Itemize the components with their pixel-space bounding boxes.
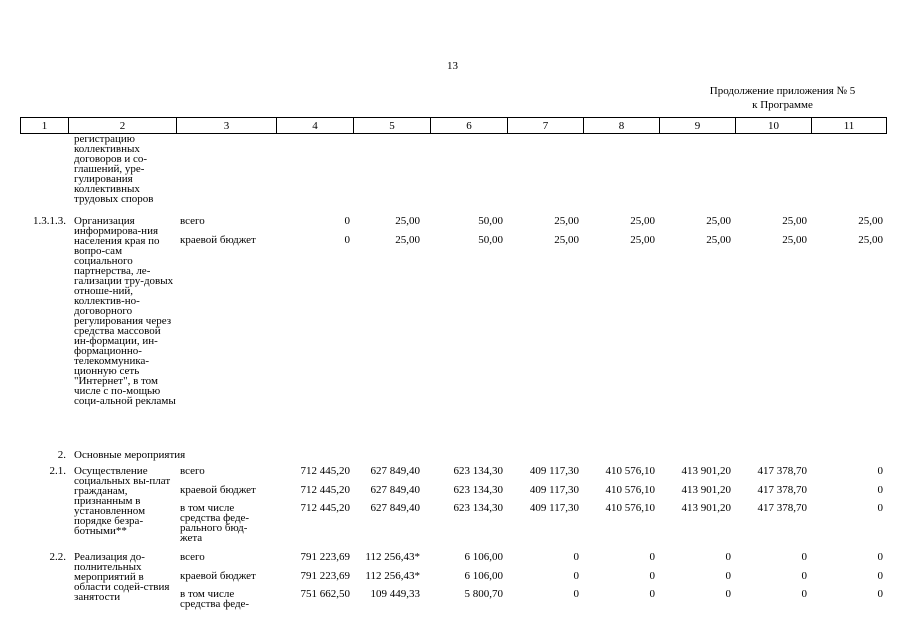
row-21-total-c11: 0 bbox=[877, 465, 883, 477]
row-1313-label-regional: краевой бюджет bbox=[180, 234, 256, 246]
header-col-11: 11 bbox=[812, 118, 887, 134]
row-22-federal-c11: 0 bbox=[877, 588, 883, 600]
row-1313-total-c8: 25,00 bbox=[630, 215, 655, 227]
header-col-9: 9 bbox=[660, 118, 736, 134]
header-row bbox=[21, 118, 887, 134]
row-1313-regional-c5: 25,00 bbox=[395, 234, 420, 246]
row-2-number: 2. bbox=[57, 449, 66, 461]
column-header-table bbox=[20, 117, 887, 134]
row-22-total-c6: 6 106,00 bbox=[464, 551, 503, 563]
row-21-label-regional: краевой бюджет bbox=[180, 484, 256, 496]
row-22-total-c5: 112 256,43* bbox=[365, 551, 420, 563]
row-22-regional-c11: 0 bbox=[877, 570, 883, 582]
row-2-desc: Основные мероприятия bbox=[74, 449, 186, 461]
row-1313-regional-c11: 25,00 bbox=[858, 234, 883, 246]
row-22-regional-c6: 6 106,00 bbox=[464, 570, 503, 582]
row-22-total-c9: 0 bbox=[725, 551, 731, 563]
row-21-regional-c11: 0 bbox=[877, 484, 883, 496]
row-21-desc: Осуществление социальных вы-плат гражданам, признанным в установленном порядке безра-ботными** bbox=[74, 465, 171, 537]
row-22-label-total: всего bbox=[180, 551, 205, 563]
header-col-5: 5 bbox=[354, 118, 431, 134]
row-1313-regional-c6: 50,00 bbox=[478, 234, 503, 246]
header-col-1: 1 bbox=[21, 118, 69, 134]
row-1313-label-total: всего bbox=[180, 215, 205, 227]
row-22-total-c8: 0 bbox=[649, 551, 655, 563]
row-21-total-c7: 409 117,30 bbox=[529, 465, 579, 477]
row-22-federal-c8: 0 bbox=[649, 588, 655, 600]
row-21-federal-c10: 417 378,70 bbox=[757, 502, 807, 514]
row-22-total-c4: 791 223,69 bbox=[300, 551, 350, 563]
row-22-label-regional: краевой бюджет bbox=[180, 570, 256, 582]
row-22-federal-c6: 5 800,70 bbox=[464, 588, 503, 600]
header-col-3: 3 bbox=[177, 118, 277, 134]
row-21-total-c4: 712 445,20 bbox=[300, 465, 350, 477]
row-21-federal-c6: 623 134,30 bbox=[453, 502, 503, 514]
row-1313-total-c11: 25,00 bbox=[858, 215, 883, 227]
header-col-4: 4 bbox=[277, 118, 354, 134]
row-21-number: 2.1. bbox=[49, 465, 66, 477]
row-1313-desc: Организация информирова-ния населения края по вопро-сам социального партнерства, ле-гализации тру-довых отноше-ний, коллектив-но-договорного регулирования через средства массовой ин-формации, ин-формационно-телекоммуника-ционную сеть "Интернет", в том числе с по-мощью соци-альной рекламы bbox=[74, 215, 176, 407]
row-22-federal-c4: 751 662,50 bbox=[300, 588, 350, 600]
row-21-federal-c9: 413 901,20 bbox=[681, 502, 731, 514]
header-col-10: 10 bbox=[736, 118, 812, 134]
row-22-total-c10: 0 bbox=[801, 551, 807, 563]
row-1313-total-c9: 25,00 bbox=[706, 215, 731, 227]
row-1313-regional-c8: 25,00 bbox=[630, 234, 655, 246]
header-col-6: 6 bbox=[431, 118, 508, 134]
row-21-federal-c8: 410 576,10 bbox=[605, 502, 655, 514]
row-21-federal-c11: 0 bbox=[877, 502, 883, 514]
row-continuation-desc: регистрацию коллективных договоров и со-глашений, уре-гулирования коллективных трудовых споров bbox=[74, 133, 154, 205]
row-22-desc: Реализация до-полнительных мероприятий в области содей-ствия занятости bbox=[74, 551, 170, 603]
row-1313-total-c6: 50,00 bbox=[478, 215, 503, 227]
header-col-7: 7 bbox=[508, 118, 584, 134]
row-21-total-c10: 417 378,70 bbox=[757, 465, 807, 477]
row-21-regional-c10: 417 378,70 bbox=[757, 484, 807, 496]
row-1313-total-c5: 25,00 bbox=[395, 215, 420, 227]
appendix-line-1: Продолжение приложения № 5 bbox=[709, 85, 856, 97]
row-22-federal-c9: 0 bbox=[725, 588, 731, 600]
row-21-label-total: всего bbox=[180, 465, 205, 477]
row-21-federal-c4: 712 445,20 bbox=[300, 502, 350, 514]
row-21-regional-c8: 410 576,10 bbox=[605, 484, 655, 496]
row-21-label-federal: в том числе средства феде-рального бюд-жета bbox=[180, 502, 250, 544]
row-22-regional-c9: 0 bbox=[725, 570, 731, 582]
row-21-total-c6: 623 134,30 bbox=[453, 465, 503, 477]
row-1313-total-c7: 25,00 bbox=[554, 215, 579, 227]
header-col-2: 2 bbox=[69, 118, 177, 134]
row-21-regional-c9: 413 901,20 bbox=[681, 484, 731, 496]
row-21-total-c5: 627 849,40 bbox=[370, 465, 420, 477]
row-1313-total-c10: 25,00 bbox=[782, 215, 807, 227]
row-22-regional-c7: 0 bbox=[573, 570, 579, 582]
row-1313-total-c4: 0 bbox=[344, 215, 350, 227]
header-col-8: 8 bbox=[584, 118, 660, 134]
row-22-regional-c5: 112 256,43* bbox=[365, 570, 420, 582]
row-22-total-c7: 0 bbox=[573, 551, 579, 563]
row-22-total-c11: 0 bbox=[877, 551, 883, 563]
row-21-regional-c6: 623 134,30 bbox=[453, 484, 503, 496]
row-21-total-c9: 413 901,20 bbox=[681, 465, 731, 477]
row-21-regional-c7: 409 117,30 bbox=[529, 484, 579, 496]
row-1313-regional-c10: 25,00 bbox=[782, 234, 807, 246]
appendix-line-2: к Программе bbox=[752, 99, 813, 111]
row-21-total-c8: 410 576,10 bbox=[605, 465, 655, 477]
row-1313-regional-c9: 25,00 bbox=[706, 234, 731, 246]
row-22-regional-c8: 0 bbox=[649, 570, 655, 582]
page-number: 13 bbox=[447, 60, 458, 72]
row-21-regional-c4: 712 445,20 bbox=[300, 484, 350, 496]
row-1313-regional-c4: 0 bbox=[344, 234, 350, 246]
row-22-federal-c7: 0 bbox=[573, 588, 579, 600]
row-22-number: 2.2. bbox=[49, 551, 66, 563]
row-21-regional-c5: 627 849,40 bbox=[370, 484, 420, 496]
appendix-caption bbox=[680, 84, 885, 112]
row-1313-regional-c7: 25,00 bbox=[554, 234, 579, 246]
row-22-federal-c5: 109 449,33 bbox=[370, 588, 420, 600]
row-22-regional-c10: 0 bbox=[801, 570, 807, 582]
row-1313-number: 1.3.1.3. bbox=[33, 215, 66, 227]
row-21-federal-c7: 409 117,30 bbox=[529, 502, 579, 514]
row-22-regional-c4: 791 223,69 bbox=[300, 570, 350, 582]
row-22-label-federal: в том числе средства феде- bbox=[180, 588, 250, 610]
row-21-federal-c5: 627 849,40 bbox=[370, 502, 420, 514]
row-22-federal-c10: 0 bbox=[801, 588, 807, 600]
